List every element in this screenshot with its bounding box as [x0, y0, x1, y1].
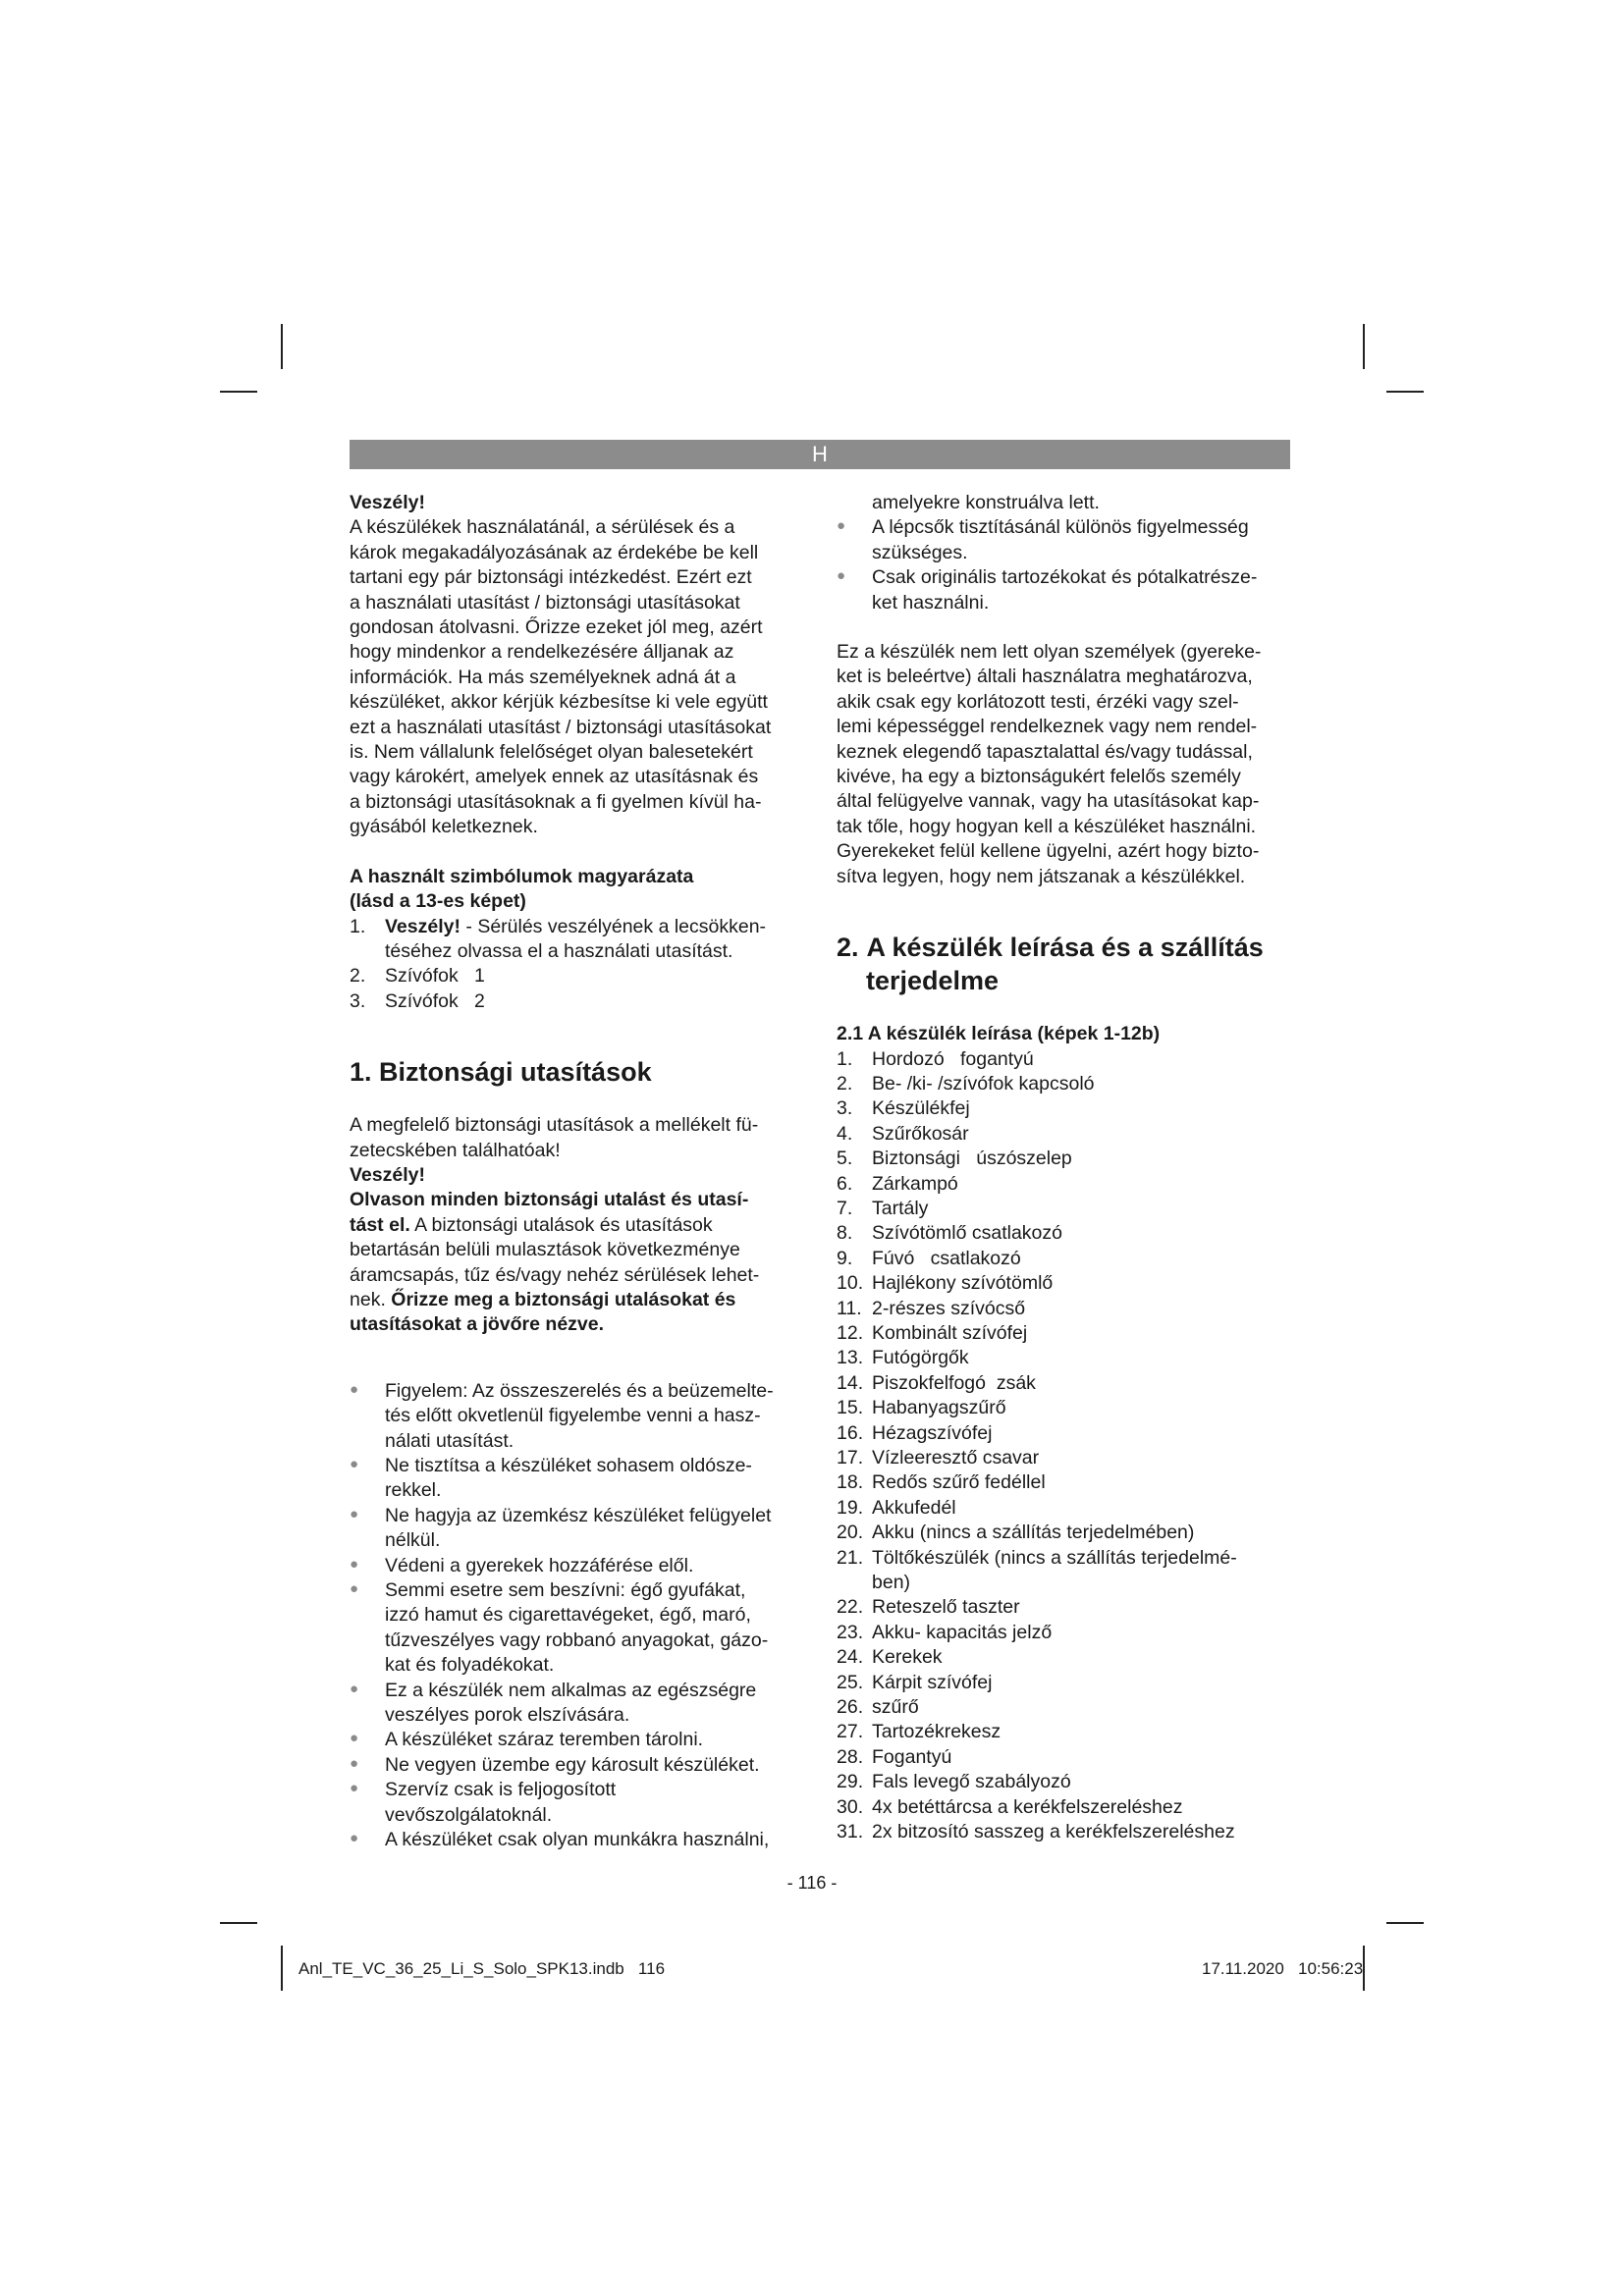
section-number: 2. [837, 933, 859, 963]
section-1-warning-paragraph [350, 1188, 803, 1337]
part-name-line: Hordozó fogantyú [872, 1047, 1034, 1070]
part-item [837, 1421, 1290, 1446]
part-name [872, 1297, 1290, 1321]
part-name [872, 1671, 1290, 1695]
item-number: 1. [350, 915, 366, 937]
bullet-text-line: Védeni a gyerekek hozzáférése elől. [385, 1554, 694, 1576]
bullet-text-line: tés előtt okvetlenül figyelembe venni a hasz- [385, 1405, 761, 1427]
section-number: 1. [350, 1057, 372, 1088]
part-name-line: Készülékfej [872, 1097, 970, 1120]
text-line: gondosan átolvasni. Őrizze ezeket jól meg, azért [350, 616, 763, 639]
text-line: információk. Ha más személyeknek adná át a [350, 666, 736, 688]
text-line: vagy károkért, amelyek ennek az utasításnak és [350, 766, 759, 788]
part-item [837, 1072, 1290, 1096]
crop-mark-bottom-right-v [1363, 1946, 1365, 1991]
part-item [837, 1297, 1290, 1321]
part-item [837, 1595, 1290, 1620]
bullet-item [837, 565, 1290, 615]
crop-mark-top-left-v [281, 324, 283, 369]
part-number: 13. [837, 1347, 864, 1369]
bullet-text-line: A készüléket csak olyan munkákra használni, [385, 1829, 770, 1851]
part-name-line: Futógörgők [872, 1347, 969, 1369]
part-number: 31. [837, 1821, 864, 1843]
part-number: 9. [837, 1247, 853, 1269]
part-item [837, 1346, 1290, 1370]
text-line: ket is beleértve) általi használatra meghatározva, [837, 666, 1253, 688]
bullet-item [350, 1753, 803, 1778]
part-name-line: 2-részes szívócső [872, 1297, 1026, 1319]
part-number: 14. [837, 1371, 864, 1394]
part-item [837, 1122, 1290, 1147]
bullet-text-line: veszélyes porok elszívására. [385, 1704, 630, 1727]
part-item [837, 1521, 1290, 1545]
part-number: 25. [837, 1671, 864, 1693]
bullet-item [350, 1454, 803, 1504]
bullet-item [350, 1578, 803, 1679]
bullet-text [385, 1753, 803, 1778]
section-1-danger-heading: Veszély! [350, 1163, 425, 1186]
section-title-text: terjedelme [866, 966, 1000, 996]
symbols-list [350, 915, 803, 1015]
part-item [837, 1197, 1290, 1221]
crop-mark-top-left-h [220, 391, 257, 393]
text-line: tak tőle, hogy hogyan kell a készüléket használni. [837, 815, 1257, 837]
part-name-line: Biztonsági úszószelep [872, 1148, 1072, 1170]
bullet-text [385, 1554, 803, 1578]
text-line: károk megakadályozásának az érdekébe be kell [350, 541, 759, 563]
list-item [350, 964, 803, 988]
part-item [837, 1446, 1290, 1470]
bullet-icon: ● [350, 1680, 359, 1697]
bullet-icon: ● [350, 1505, 359, 1522]
part-name [872, 1122, 1290, 1147]
part-number: 16. [837, 1421, 864, 1444]
part-item [837, 1720, 1290, 1744]
crop-mark-bottom-left-h [220, 1922, 257, 1924]
part-name-line: Be- /ki- /szívófok kapcsoló [872, 1072, 1095, 1095]
text-line: lemi képességgel rendelkeznek vagy nem rendel- [837, 716, 1258, 738]
text-line: készüléket, akkor kérjük kézbesítse ki vele együtt [350, 691, 768, 714]
bullet-icon: ● [837, 517, 846, 535]
part-name-line: Fúvó csatlakozó [872, 1247, 1021, 1269]
safety-bullet-list [350, 1379, 803, 1853]
bullet-item [350, 1379, 803, 1454]
part-name-line: Reteszelő taszter [872, 1596, 1020, 1619]
part-name-line: Akku (nincs a szállítás terjedelmében) [872, 1522, 1195, 1544]
bullet-text-line: Semmi esetre sem beszívni: égő gyufákat, [385, 1579, 746, 1602]
part-name [872, 1321, 1290, 1346]
part-number: 21. [837, 1546, 864, 1569]
part-item [837, 1221, 1290, 1246]
bullet-item [350, 1679, 803, 1729]
list-item [350, 915, 803, 965]
bullet-text-line: izzó hamut és cigarettavégeket, égő, maró, [385, 1604, 751, 1627]
bullet-text [385, 1728, 803, 1752]
bullet-icon: ● [350, 1730, 359, 1747]
part-number: 11. [837, 1297, 862, 1319]
text-line [350, 1288, 803, 1312]
part-item [837, 1271, 1290, 1296]
bullet-icon: ● [350, 1830, 359, 1847]
bullet-icon: ● [350, 1580, 359, 1598]
part-name-line: Akkufedél [872, 1496, 956, 1519]
part-name [872, 1470, 1290, 1495]
item-text: Szívófok 1 [385, 965, 485, 988]
bullet-item [837, 515, 1290, 565]
text-line: a biztonsági utasításoknak a fi gyelmen kívül ha- [350, 790, 762, 813]
part-item [837, 1321, 1290, 1346]
part-name [872, 1396, 1290, 1420]
part-name [872, 1247, 1290, 1271]
bullet-text-line: kat és folyadékokat. [385, 1654, 555, 1677]
bullet-item [350, 1778, 803, 1828]
footer-file-info: Anl_TE_VC_36_25_Li_S_Solo_SPK13.indb 116 [298, 1959, 666, 1978]
item-text: Szívófok 2 [385, 989, 485, 1012]
text-line: által felügyelve vannak, vagy ha utasításokat kap- [837, 790, 1260, 813]
part-item [837, 1820, 1290, 1844]
part-number: 5. [837, 1148, 853, 1170]
part-number: 12. [837, 1321, 864, 1344]
part-item [837, 1172, 1290, 1197]
bullet-text [385, 1778, 803, 1828]
text-line: zetecskében találhatóak! [350, 1139, 561, 1161]
part-name [872, 1446, 1290, 1470]
part-item [837, 1147, 1290, 1171]
text-line [350, 1213, 803, 1238]
part-item [837, 1470, 1290, 1495]
part-name [872, 1172, 1290, 1197]
part-number: 30. [837, 1795, 864, 1818]
part-item [837, 1795, 1290, 1820]
text-line: A készülékek használatánál, a sérülések és a [350, 516, 735, 539]
footer-timestamp: 17.11.2020 10:56:23 [1202, 1959, 1364, 1978]
part-number: 28. [837, 1745, 864, 1768]
children-safety-paragraph [837, 640, 1290, 889]
part-number: 1. [837, 1047, 853, 1070]
right-column [837, 491, 1290, 1845]
part-name [872, 1346, 1290, 1370]
bullet-text [385, 1578, 803, 1679]
bullet-text-line: Szervíz csak is feljogosított [385, 1779, 617, 1801]
crop-mark-top-right-v [1363, 324, 1365, 369]
part-name-line: Redős szűrő fedéllel [872, 1471, 1046, 1494]
text-line: ezt a használati utasítást / biztonsági utasításokat [350, 716, 772, 738]
bullet-text [385, 1828, 803, 1852]
text-line: akik csak egy korlátozott testi, érzéki vagy szel- [837, 690, 1239, 713]
part-item [837, 1770, 1290, 1794]
bullet-text-line: rekkel. [385, 1479, 442, 1502]
part-number: 4. [837, 1122, 853, 1145]
part-item [837, 1621, 1290, 1645]
part-item [837, 1671, 1290, 1695]
bold-text: tást el. [350, 1213, 410, 1236]
language-label: H [812, 442, 828, 466]
bullet-text-line: Figyelem: Az összeszerelés és a beüzemelte- [385, 1379, 774, 1402]
safety-bullet-list-continued [837, 515, 1290, 615]
part-name-line: szűrő [872, 1696, 919, 1719]
text-line: a használati utasítást / biztonsági utasításokat [350, 591, 740, 614]
part-number: 23. [837, 1621, 864, 1643]
part-name-line: Fogantyú [872, 1745, 952, 1768]
item-text-line: téséhez olvassa el a használati utasítást. [385, 939, 733, 962]
part-number: 10. [837, 1272, 864, 1295]
bullet-text [872, 515, 1290, 565]
part-item [837, 1096, 1290, 1121]
section-2-title [837, 931, 1290, 997]
page-number: - 116 - [786, 1873, 838, 1893]
part-name [872, 1047, 1290, 1072]
part-number: 27. [837, 1721, 864, 1743]
bullet-text-line: Ne vegyen üzembe egy károsult készüléket. [385, 1753, 760, 1776]
bullet-text-line: A lépcsők tisztításánál különös figyelmesség [872, 516, 1249, 539]
part-number: 8. [837, 1222, 853, 1245]
bullet-text [872, 565, 1290, 615]
bullet-icon: ● [350, 1380, 359, 1398]
part-name [872, 1096, 1290, 1121]
part-name-line: Akku- kapacitás jelző [872, 1621, 1053, 1643]
list-item [350, 989, 803, 1014]
bullet-text-line: ket használni. [872, 591, 990, 614]
part-name-line: ben) [872, 1572, 911, 1594]
normal-text: A biztonsági utalások és utasítások [409, 1213, 713, 1236]
part-name [872, 1621, 1290, 1645]
part-item [837, 1695, 1290, 1720]
part-name [872, 1770, 1290, 1794]
bullet-text-line: Ez a készülék nem alkalmas az egészségre [385, 1679, 757, 1701]
part-name-line: Szűrőkosár [872, 1122, 969, 1145]
item-text [385, 915, 803, 965]
part-item [837, 1496, 1290, 1521]
bullet-text-line: tűzveszélyes vagy robbanó anyagokat, gázo- [385, 1629, 769, 1651]
part-name [872, 1546, 1290, 1596]
part-item [837, 1371, 1290, 1396]
bullet-text [385, 1454, 803, 1504]
section-title-text: Biztonsági utasítások [379, 1057, 652, 1088]
text-line: gyásából keletkeznek. [350, 816, 538, 838]
part-number: 6. [837, 1172, 853, 1195]
bullet-text-line: vevőszolgálatoknál. [385, 1803, 553, 1826]
text-line: A megfelelő biztonsági utasítások a mellékelt fü- [350, 1114, 759, 1137]
bullet-text [385, 1379, 803, 1454]
symbols-subheading: (lásd a 13-es képet) [350, 890, 526, 913]
part-name [872, 1795, 1290, 1820]
text-line: Ez a készülék nem lett olyan személyek (gyereke- [837, 641, 1262, 664]
normal-text: nek. [350, 1288, 392, 1310]
part-number: 20. [837, 1522, 864, 1544]
part-name [872, 1371, 1290, 1396]
part-name [872, 1645, 1290, 1670]
part-name-line: Szívótömlő csatlakozó [872, 1222, 1063, 1245]
continuation-text: amelyekre konstruálva lett. [872, 492, 1100, 513]
part-name-line: 4x betéttárcsa a kerékfelszereléshez [872, 1795, 1183, 1818]
part-name [872, 1197, 1290, 1221]
part-name-line: Kerekek [872, 1646, 943, 1669]
bullet-item [350, 1728, 803, 1752]
crop-mark-bottom-left-v [281, 1946, 283, 1991]
section-1-paragraph [350, 1113, 803, 1163]
bullet-text [385, 1504, 803, 1554]
part-item [837, 1247, 1290, 1271]
part-number: 19. [837, 1496, 864, 1519]
bullet-text-line: Csak originális tartozékokat és pótalkatrésze- [872, 566, 1258, 589]
bullet-icon: ● [350, 1754, 359, 1772]
part-number: 17. [837, 1447, 864, 1468]
item-number: 3. [350, 989, 366, 1012]
text-line: is. Nem vállalunk felelőséget olyan balesetekért [350, 741, 753, 764]
bullet-text-line: nálati utasítást. [385, 1429, 514, 1452]
part-name-line: Kárpit szívófej [872, 1671, 993, 1693]
text-line: Olvason minden biztonsági utalást és utasí- [350, 1189, 749, 1211]
part-name [872, 1720, 1290, 1744]
part-name [872, 1147, 1290, 1171]
parts-list [837, 1047, 1290, 1845]
item-text-line: - Sérülés veszélyének a lecsökken- [460, 915, 767, 937]
part-name-line: Fals levegő szabályozó [872, 1771, 1071, 1793]
text-line: kivéve, ha egy a biztonságukért felelős személy [837, 766, 1241, 788]
subsection-title: 2.1 A készülék leírása (képek 1-12b) [837, 1023, 1161, 1045]
part-number: 15. [837, 1397, 864, 1419]
section-title-text: A készülék leírása és a szállítás [866, 933, 1264, 963]
text-line: Gyerekeket felül kellene ügyelni, azért hogy bizto- [837, 840, 1260, 863]
bullet-text-line: Ne hagyja az üzemkész készüléket felügyelet [385, 1504, 772, 1526]
text-line: keznek elegendő tapasztalattal és/vagy tudással, [837, 740, 1253, 763]
part-name-line: Tartozékrekesz [872, 1721, 1001, 1743]
part-number: 22. [837, 1596, 864, 1619]
part-name-line: Töltőkészülék (nincs a szállítás terjedelmé- [872, 1546, 1237, 1569]
part-item [837, 1546, 1290, 1596]
crop-mark-top-right-h [1386, 391, 1424, 393]
part-name [872, 1745, 1290, 1770]
bullet-text-line: szükséges. [872, 541, 968, 563]
part-name-line: Hajlékony szívótömlő [872, 1272, 1054, 1295]
part-name-line: Hézagszívófej [872, 1421, 993, 1444]
bullet-item [350, 1828, 803, 1852]
left-column [350, 491, 803, 1853]
part-name-line: Kombinált szívófej [872, 1321, 1028, 1344]
part-number: 2. [837, 1072, 853, 1095]
part-name-line: 2x bitzosító sasszeg a kerékfelszereléshez [872, 1821, 1235, 1843]
bullet-text [385, 1679, 803, 1729]
part-item [837, 1745, 1290, 1770]
bullet-item [350, 1554, 803, 1578]
crop-mark-bottom-right-h [1386, 1922, 1424, 1924]
language-header-bar [350, 440, 1290, 469]
part-name-line: Habanyagszűrő [872, 1397, 1006, 1419]
bullet-text-line: A készüléket száraz teremben tárolni. [385, 1729, 704, 1751]
bullet-text-line: Ne tisztítsa a készüléket sohasem oldósze- [385, 1455, 752, 1476]
part-name [872, 1221, 1290, 1246]
part-name [872, 1820, 1290, 1844]
part-name [872, 1695, 1290, 1720]
text-line: utasításokat a jövőre nézve. [350, 1313, 605, 1336]
part-item [837, 1645, 1290, 1670]
part-name-line: Zárkampó [872, 1172, 958, 1195]
part-name [872, 1271, 1290, 1296]
bullet-icon: ● [350, 1555, 359, 1573]
text-line: tartani egy pár biztonsági intézkedést. Ezért ezt [350, 566, 752, 589]
item-number: 2. [350, 965, 366, 988]
symbols-heading: A használt szimbólumok magyarázata [350, 865, 694, 887]
part-item [837, 1396, 1290, 1420]
part-number: 7. [837, 1197, 853, 1219]
bullet-item [350, 1504, 803, 1554]
danger-heading: Veszély! [350, 492, 425, 513]
text-line: áramcsapás, tűz és/vagy nehéz sérülések lehet- [350, 1263, 760, 1286]
part-number: 3. [837, 1097, 853, 1120]
bullet-icon: ● [350, 1780, 359, 1797]
part-name-line: Tartály [872, 1197, 929, 1219]
bullet-text-line: nélkül. [385, 1529, 441, 1552]
item-bold-text: Veszély! [385, 915, 460, 937]
part-number: 26. [837, 1696, 864, 1719]
section-1-title [350, 1055, 803, 1089]
bullet-icon: ● [350, 1456, 359, 1472]
part-name [872, 1595, 1290, 1620]
part-name [872, 1521, 1290, 1545]
part-name [872, 1072, 1290, 1096]
part-number: 24. [837, 1646, 864, 1669]
text-line: sítva legyen, hogy nem játszanak a készülékkel. [837, 865, 1246, 887]
part-name-line: Piszokfelfogó zsák [872, 1371, 1036, 1394]
part-number: 18. [837, 1471, 864, 1494]
part-name [872, 1496, 1290, 1521]
part-number: 29. [837, 1771, 864, 1793]
text-line: hogy mindenkor a rendelkezésére álljanak az [350, 641, 734, 664]
bullet-icon: ● [837, 567, 846, 585]
part-item [837, 1047, 1290, 1072]
text-line: betartásán belüli mulasztások következménye [350, 1239, 740, 1261]
bold-text: Őrizze meg a biztonsági utalásokat és [391, 1288, 736, 1310]
part-name-line: Vízleeresztő csavar [872, 1447, 1040, 1468]
intro-paragraph [350, 515, 803, 839]
part-name [872, 1421, 1290, 1446]
